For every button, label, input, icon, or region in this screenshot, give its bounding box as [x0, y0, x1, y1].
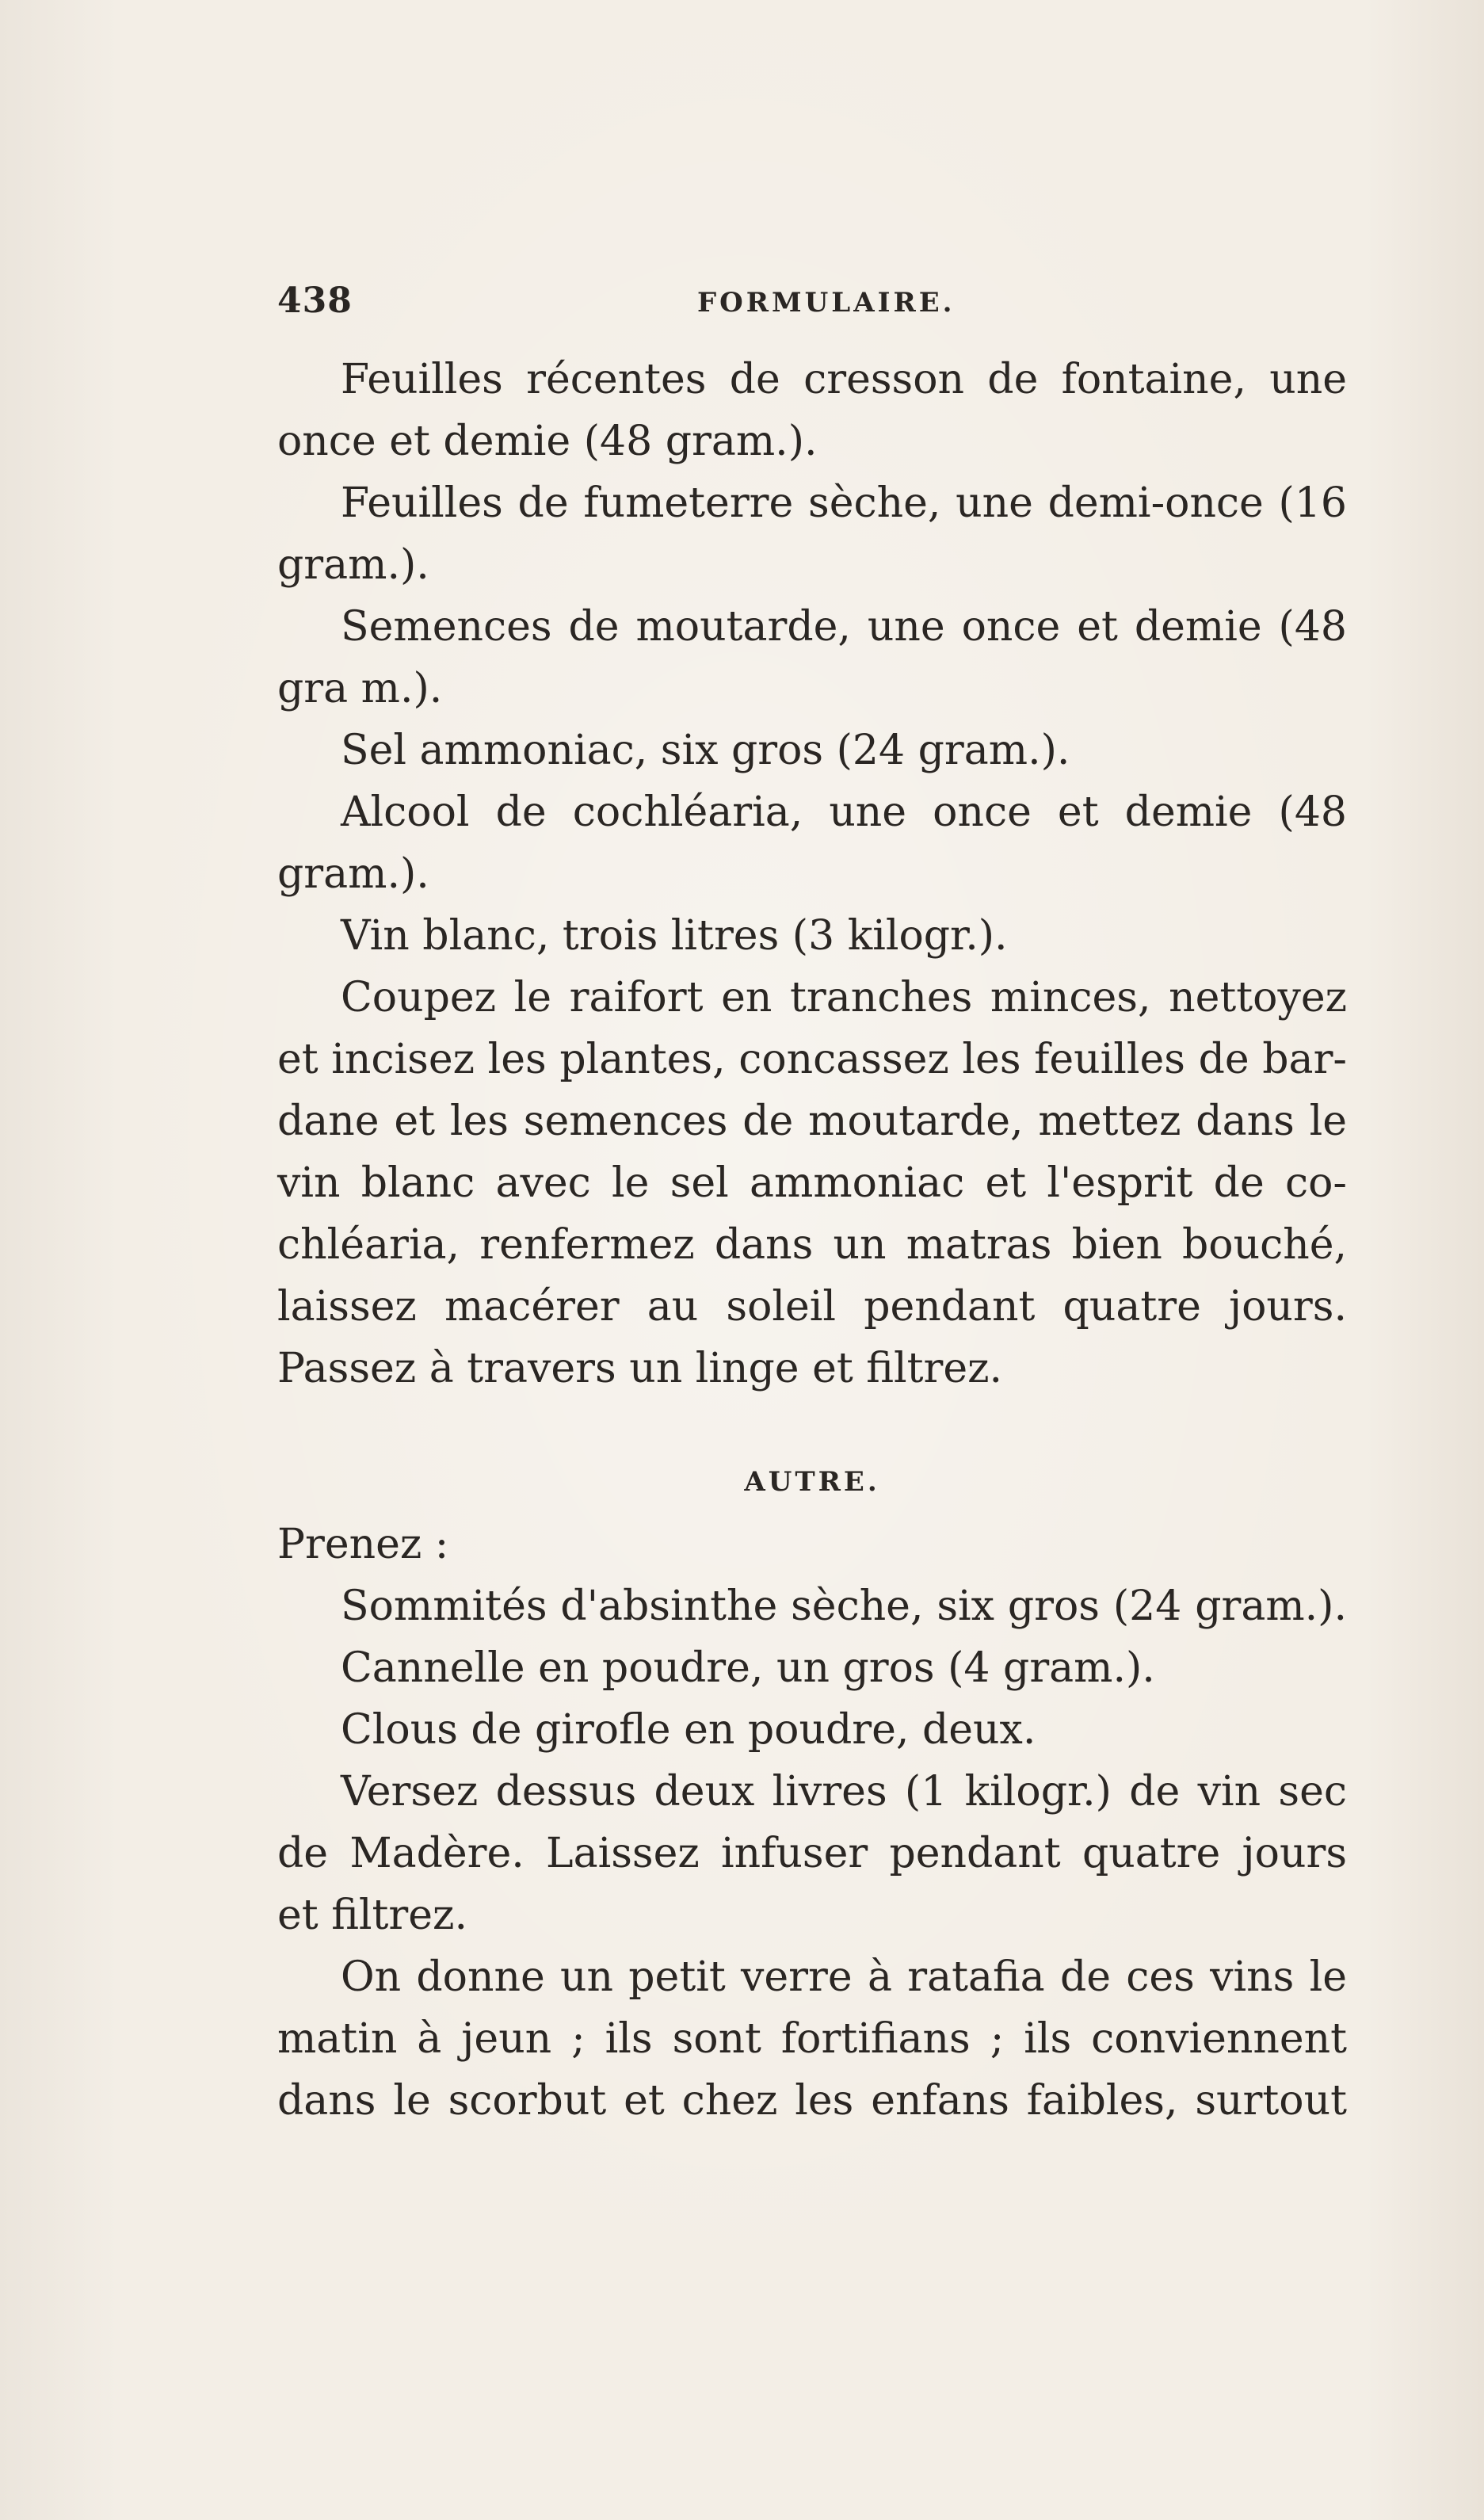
text-line: et filtrez. — [277, 1892, 467, 1939]
text-line: On donne un petit verre à ratafia de ces vins le — [341, 1953, 1347, 2001]
text-line: Feuilles récentes de cresson de fontaine, une — [341, 356, 1347, 403]
text-line: laissez macérer au soleil pendant quatre jours. — [277, 1283, 1347, 1331]
recipe-text — [277, 349, 1347, 1399]
page-header — [277, 277, 1355, 325]
text-line: Semences de moutarde, une once et demie (48 — [341, 603, 1347, 651]
text-line: chléaria, renfermez dans un matras bien bouché, — [277, 1221, 1347, 1269]
text-line: vin blanc avec le sel ammoniac et l'esprit de co- — [277, 1159, 1347, 1207]
text-line: gra m.). — [277, 665, 443, 712]
recipe-text-autre — [277, 1514, 1347, 2132]
text-line: matin à jeun ; ils sont fortifians ; ils conviennent — [277, 2015, 1347, 2063]
text-line: gram.). — [277, 541, 429, 589]
text-line: Versez dessus deux livres (1 kilogr.) de vin sec — [341, 1768, 1347, 1816]
text-line: Passez à travers un linge et filtrez. — [277, 1345, 1003, 1392]
running-head: FORMULAIRE. — [697, 287, 956, 319]
page-number: 438 — [277, 281, 353, 321]
text-line: gram.). — [277, 850, 429, 898]
text-line: Feuilles de fumeterre sèche, une demi-once (16 — [341, 479, 1347, 527]
text-line: once et demie (48 gram.). — [277, 418, 818, 465]
text-line: Clous de girofle en poudre, deux. — [341, 1706, 1036, 1754]
text-line: Cannelle en poudre, un gros (4 gram.). — [341, 1644, 1155, 1692]
text-line: Alcool de cochléaria, une once et demie (48 — [341, 788, 1347, 836]
text-line: de Madère. Laissez infuser pendant quatre jours — [277, 1830, 1347, 1877]
text-line: et incisez les plantes, concassez les feuilles de bar- — [277, 1036, 1347, 1083]
section-heading: AUTRE. — [744, 1466, 880, 1498]
text-line: Coupez le raifort en tranches minces, nettoyez — [341, 974, 1347, 1021]
text-line: Sel ammoniac, six gros (24 gram.). — [341, 727, 1070, 774]
text-line: dane et les semences de moutarde, mettez dans le — [277, 1098, 1347, 1145]
text-line: dans le scorbut et chez les enfans faibles, surtout — [277, 2077, 1347, 2125]
text-line: Sommités d'absinthe sèche, six gros (24 gram.). — [341, 1583, 1347, 1630]
text-line: Vin blanc, trois litres (3 kilogr.). — [341, 912, 1008, 960]
text-line: Prenez : — [277, 1521, 449, 1568]
